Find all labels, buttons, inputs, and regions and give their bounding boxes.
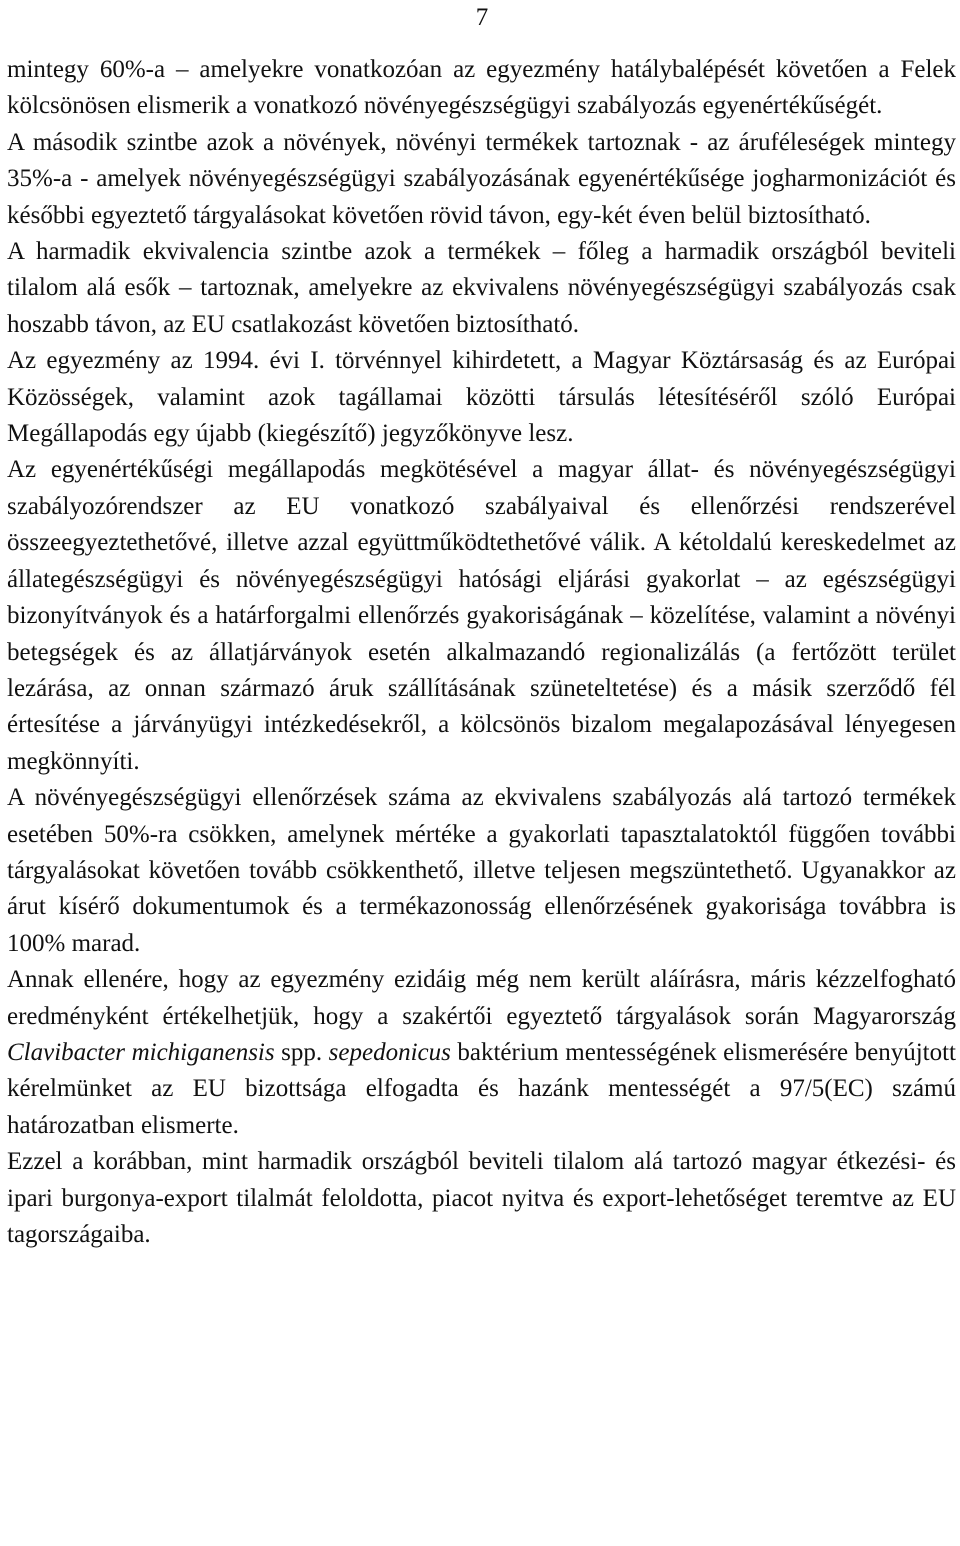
paragraph-2: A második szintbe azok a növények, növényi termékek tartoznak - az áruféleségek mintegy 35%-a - amelyek növényegészségügyi szabályozásának egyenértékűsége jogharmonizációt és későbbi egyeztető tárgyalásokat követően rövid távon, egy-két éven belül biztosítható.	[7, 128, 956, 229]
paragraph-7-text-after: baktérium mentességének elismerésére benyújtott kérelmünket az EU bizottsága elfogadta és hazánk mentességét a 97/5(EC) számú határozatban elismerte.	[7, 1038, 956, 1139]
paragraph-7-text-before: Annak ellenére, hogy az egyezmény ezidáig még nem került aláírásra, máris kézzelfogható eredményként értékelhetjük, hogy a szakértői egyeztető tárgyalások során Magyarország	[7, 966, 956, 1030]
page-number: 7	[475, 4, 489, 31]
paragraph-7	[7, 962, 956, 1144]
paragraph-3: A harmadik ekvivalencia szintbe azok a termékek – főleg a harmadik országból beviteli tilalom alá esők – tartoznak, amelyekre az ekvivalens növényegészségügyi szabályozás csak hoszabb távon, az EU csatlakozást követően biztosítható.	[7, 238, 956, 338]
subspecies-name-italic: sepedonicus	[328, 1038, 451, 1066]
paragraph-7-text-mid: spp.	[274, 1038, 329, 1066]
species-name-italic: Clavibacter michiganensis	[7, 1038, 275, 1066]
paragraph-4: Az egyezmény az 1994. évi I. törvénnyel kihirdetett, a Magyar Köztársaság és az Európai Közösségek, valamint azok tagállamai közötti társulás létesítéséről szóló Európai Megállapodás egy újabb (kiegészítő) jegyzőkönyve lesz.	[7, 347, 956, 448]
paragraph-8: Ezzel a korábban, mint harmadik országból beviteli tilalom alá tartozó magyar étkezési- és ipari burgonya-export tilalmát feloldotta, piacot nyitva és export-lehetőséget teremtve az EU tagországaiba.	[7, 1148, 956, 1248]
paragraph-1: mintegy 60%-a – amelyekre vonatkozóan az egyezmény hatálybalépését követően a Felek kölcsönösen elismerik a vonatkozó növényegészségügyi szabályozás egyenértékűségét.	[7, 56, 956, 120]
paragraph-5: Az egyenértékűségi megállapodás megkötésével a magyar állat- és növényegészségügyi szabályozórendszer az EU vonatkozó szabályaival és ellenőrzési rendszerével összeegyeztethetővé, illetve azzal együttműködtethetővé válik. A kétoldalú kereskedelmet az állategészségügyi és növényegészségügyi hatósági eljárási gyakorlat – az egészségügyi bizonyítványok és a határforgalmi ellenőrzés gyakoriságának – közelítése, valamint a növényi betegségek és az állatjárványok esetén alkalmazandó regionalizálás (a fertőzött terület lezárása, az onnan származó áruk szállításának szüneteltetése) és a másik szerződő fél értesítése a járványügyi intézkedésekről, a kölcsönös bizalom megalapozásával lényegesen megkönnyíti.	[7, 456, 956, 775]
paragraph-6: A növényegészségügyi ellenőrzések száma az ekvivalens szabályozás alá tartozó termékek esetében 50%-ra csökken, amelynek mértéke a gyakorlati tapasztalatoktól függően további tárgyalásokat követően tovább csökkenthető, illetve teljesen megszüntethető. Ugyanakkor az árut kísérő dokumentumok és a termékazonosság ellenőrzésének gyakorisága továbbra is 100% marad.	[7, 784, 956, 957]
